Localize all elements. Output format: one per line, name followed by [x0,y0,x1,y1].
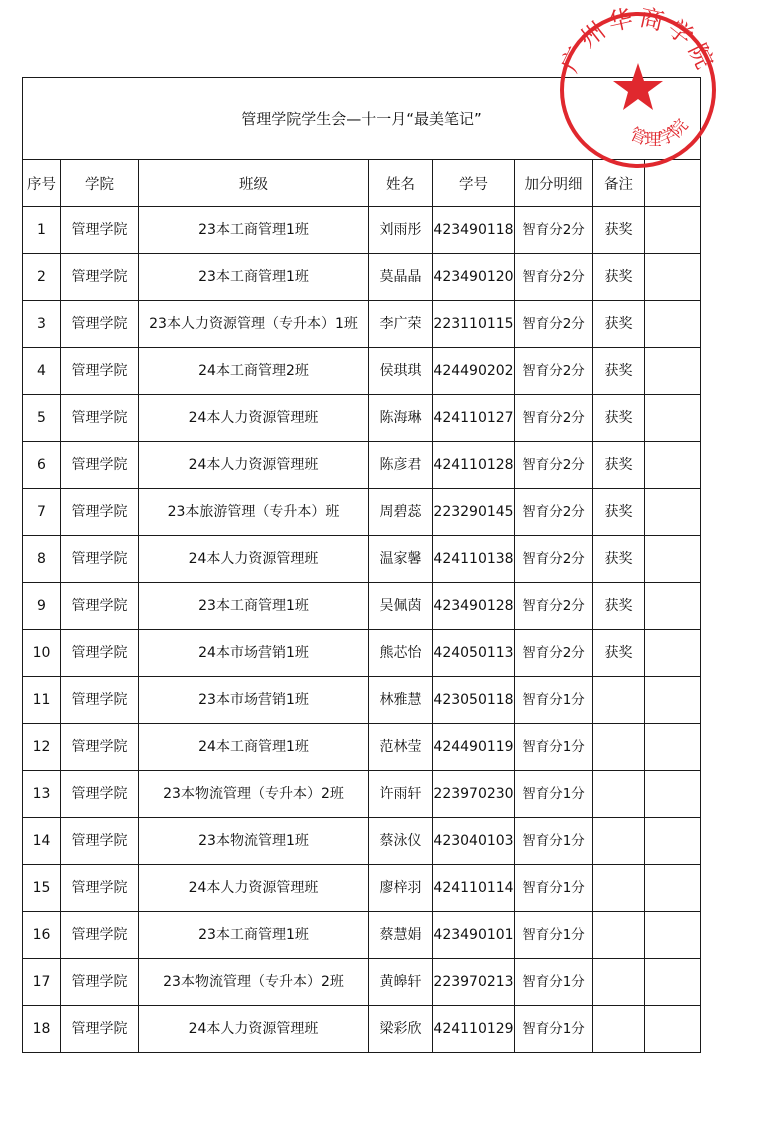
cell-college: 管理学院 [61,583,139,630]
cell-remark [593,677,645,724]
cell-name: 侯琪琪 [369,348,433,395]
cell-class: 23本工商管理1班 [139,254,369,301]
cell-no: 15 [23,865,61,912]
cell-student-id: 424110128 [433,442,515,489]
cell-remark [593,912,645,959]
cell-blank [645,583,701,630]
cell-no: 6 [23,442,61,489]
cell-score: 智育分1分 [515,818,593,865]
cell-class: 24本工商管理2班 [139,348,369,395]
cell-class: 23本物流管理（专升本）2班 [139,959,369,1006]
cell-no: 7 [23,489,61,536]
cell-score: 智育分2分 [515,395,593,442]
cell-student-id: 424490202 [433,348,515,395]
cell-blank [645,442,701,489]
cell-student-id: 223110115 [433,301,515,348]
cell-remark: 获奖 [593,489,645,536]
cell-class: 24本人力资源管理班 [139,865,369,912]
cell-college: 管理学院 [61,395,139,442]
cell-no: 11 [23,677,61,724]
table-row [23,771,701,818]
cell-college: 管理学院 [61,1006,139,1053]
cell-remark [593,865,645,912]
cell-score: 智育分2分 [515,583,593,630]
cell-class: 23本人力资源管理（专升本）1班 [139,301,369,348]
cell-name: 熊芯怡 [369,630,433,677]
cell-no: 14 [23,818,61,865]
cell-no: 2 [23,254,61,301]
cell-remark: 获奖 [593,254,645,301]
cell-college: 管理学院 [61,724,139,771]
cell-blank [645,1006,701,1053]
cell-student-id: 424110114 [433,865,515,912]
header-remark: 备注 [593,160,645,207]
cell-student-id: 223970213 [433,959,515,1006]
cell-name: 陈彦君 [369,442,433,489]
cell-name: 莫晶晶 [369,254,433,301]
table-row [23,818,701,865]
cell-name: 温家馨 [369,536,433,583]
cell-blank [645,959,701,1006]
cell-blank [645,301,701,348]
cell-no: 17 [23,959,61,1006]
cell-name: 林雅慧 [369,677,433,724]
table-row [23,959,701,1006]
award-table [22,77,701,1053]
cell-name: 蔡泳仪 [369,818,433,865]
header-class: 班级 [139,160,369,207]
cell-no: 1 [23,207,61,254]
cell-remark: 获奖 [593,348,645,395]
cell-college: 管理学院 [61,348,139,395]
table-row [23,536,701,583]
cell-remark: 获奖 [593,536,645,583]
header-blank [645,160,701,207]
cell-score: 智育分2分 [515,301,593,348]
cell-college: 管理学院 [61,489,139,536]
cell-blank [645,395,701,442]
cell-college: 管理学院 [61,207,139,254]
seal-inner-text: 管理学院 [626,115,693,151]
cell-name: 刘雨彤 [369,207,433,254]
table-row [23,677,701,724]
cell-remark: 获奖 [593,301,645,348]
cell-no: 18 [23,1006,61,1053]
cell-no: 3 [23,301,61,348]
cell-score: 智育分2分 [515,536,593,583]
cell-name: 许雨轩 [369,771,433,818]
cell-college: 管理学院 [61,630,139,677]
cell-student-id: 423050118 [433,677,515,724]
cell-no: 5 [23,395,61,442]
table-row [23,395,701,442]
cell-name: 廖梓羽 [369,865,433,912]
cell-score: 智育分1分 [515,912,593,959]
cell-remark: 获奖 [593,207,645,254]
cell-blank [645,630,701,677]
award-document [22,77,700,1053]
cell-student-id: 424110138 [433,536,515,583]
cell-class: 24本人力资源管理班 [139,395,369,442]
table-row [23,865,701,912]
table-row [23,724,701,771]
cell-name: 李广荣 [369,301,433,348]
cell-score: 智育分2分 [515,489,593,536]
cell-class: 24本工商管理1班 [139,724,369,771]
cell-class: 23本旅游管理（专升本）班 [139,489,369,536]
header-score: 加分明细 [515,160,593,207]
cell-no: 4 [23,348,61,395]
cell-score: 智育分1分 [515,677,593,724]
cell-blank [645,771,701,818]
cell-college: 管理学院 [61,771,139,818]
cell-student-id: 423490101 [433,912,515,959]
cell-student-id: 423490120 [433,254,515,301]
cell-student-id: 423040103 [433,818,515,865]
cell-class: 23本工商管理1班 [139,912,369,959]
cell-name: 周碧蕊 [369,489,433,536]
cell-name: 范林莹 [369,724,433,771]
table-row [23,630,701,677]
cell-student-id: 423490118 [433,207,515,254]
cell-score: 智育分1分 [515,865,593,912]
cell-class: 23本市场营销1班 [139,677,369,724]
cell-blank [645,818,701,865]
table-row [23,207,701,254]
cell-remark [593,959,645,1006]
cell-score: 智育分2分 [515,348,593,395]
cell-name: 黄皞轩 [369,959,433,1006]
cell-blank [645,865,701,912]
table-row [23,254,701,301]
cell-remark: 获奖 [593,442,645,489]
cell-blank [645,254,701,301]
cell-name: 陈海琳 [369,395,433,442]
table-row [23,442,701,489]
cell-no: 13 [23,771,61,818]
cell-college: 管理学院 [61,959,139,1006]
cell-blank [645,348,701,395]
cell-college: 管理学院 [61,536,139,583]
cell-score: 智育分1分 [515,724,593,771]
cell-name: 蔡慧娟 [369,912,433,959]
cell-score: 智育分2分 [515,254,593,301]
cell-class: 24本人力资源管理班 [139,442,369,489]
cell-no: 16 [23,912,61,959]
cell-no: 10 [23,630,61,677]
cell-student-id: 223290145 [433,489,515,536]
cell-student-id: 424110127 [433,395,515,442]
table-row [23,583,701,630]
cell-college: 管理学院 [61,254,139,301]
cell-score: 智育分2分 [515,207,593,254]
cell-no: 9 [23,583,61,630]
cell-college: 管理学院 [61,818,139,865]
cell-score: 智育分1分 [515,1006,593,1053]
cell-blank [645,489,701,536]
cell-remark [593,818,645,865]
cell-name: 梁彩欣 [369,1006,433,1053]
cell-name: 吴佩茵 [369,583,433,630]
cell-score: 智育分1分 [515,771,593,818]
cell-score: 智育分2分 [515,630,593,677]
cell-college: 管理学院 [61,912,139,959]
cell-remark: 获奖 [593,395,645,442]
cell-class: 23本工商管理1班 [139,207,369,254]
cell-remark [593,1006,645,1053]
cell-student-id: 424110129 [433,1006,515,1053]
cell-class: 24本人力资源管理班 [139,1006,369,1053]
cell-class: 24本人力资源管理班 [139,536,369,583]
cell-remark [593,771,645,818]
table-row [23,348,701,395]
cell-score: 智育分2分 [515,442,593,489]
cell-no: 12 [23,724,61,771]
cell-student-id: 223970230 [433,771,515,818]
cell-remark: 获奖 [593,630,645,677]
header-college: 学院 [61,160,139,207]
cell-student-id: 423490128 [433,583,515,630]
cell-no: 8 [23,536,61,583]
cell-blank [645,536,701,583]
cell-remark: 获奖 [593,583,645,630]
cell-college: 管理学院 [61,677,139,724]
header-no: 序号 [23,160,61,207]
header-name: 姓名 [369,160,433,207]
table-row [23,301,701,348]
cell-blank [645,207,701,254]
cell-college: 管理学院 [61,301,139,348]
cell-student-id: 424050113 [433,630,515,677]
table-row [23,489,701,536]
table-row [23,912,701,959]
cell-class: 23本物流管理（专升本）2班 [139,771,369,818]
cell-remark [593,724,645,771]
cell-student-id: 424490119 [433,724,515,771]
cell-score: 智育分1分 [515,959,593,1006]
cell-college: 管理学院 [61,865,139,912]
cell-class: 23本工商管理1班 [139,583,369,630]
table-row [23,1006,701,1053]
cell-class: 24本市场营销1班 [139,630,369,677]
table-title: 管理学院学生会—十一月“最美笔记” [23,78,701,160]
cell-blank [645,912,701,959]
seal-outer-text: 广州华商学院 [555,5,721,77]
cell-class: 23本物流管理1班 [139,818,369,865]
cell-college: 管理学院 [61,442,139,489]
header-student-id: 学号 [433,160,515,207]
cell-blank [645,724,701,771]
cell-blank [645,677,701,724]
header-row [23,160,701,207]
